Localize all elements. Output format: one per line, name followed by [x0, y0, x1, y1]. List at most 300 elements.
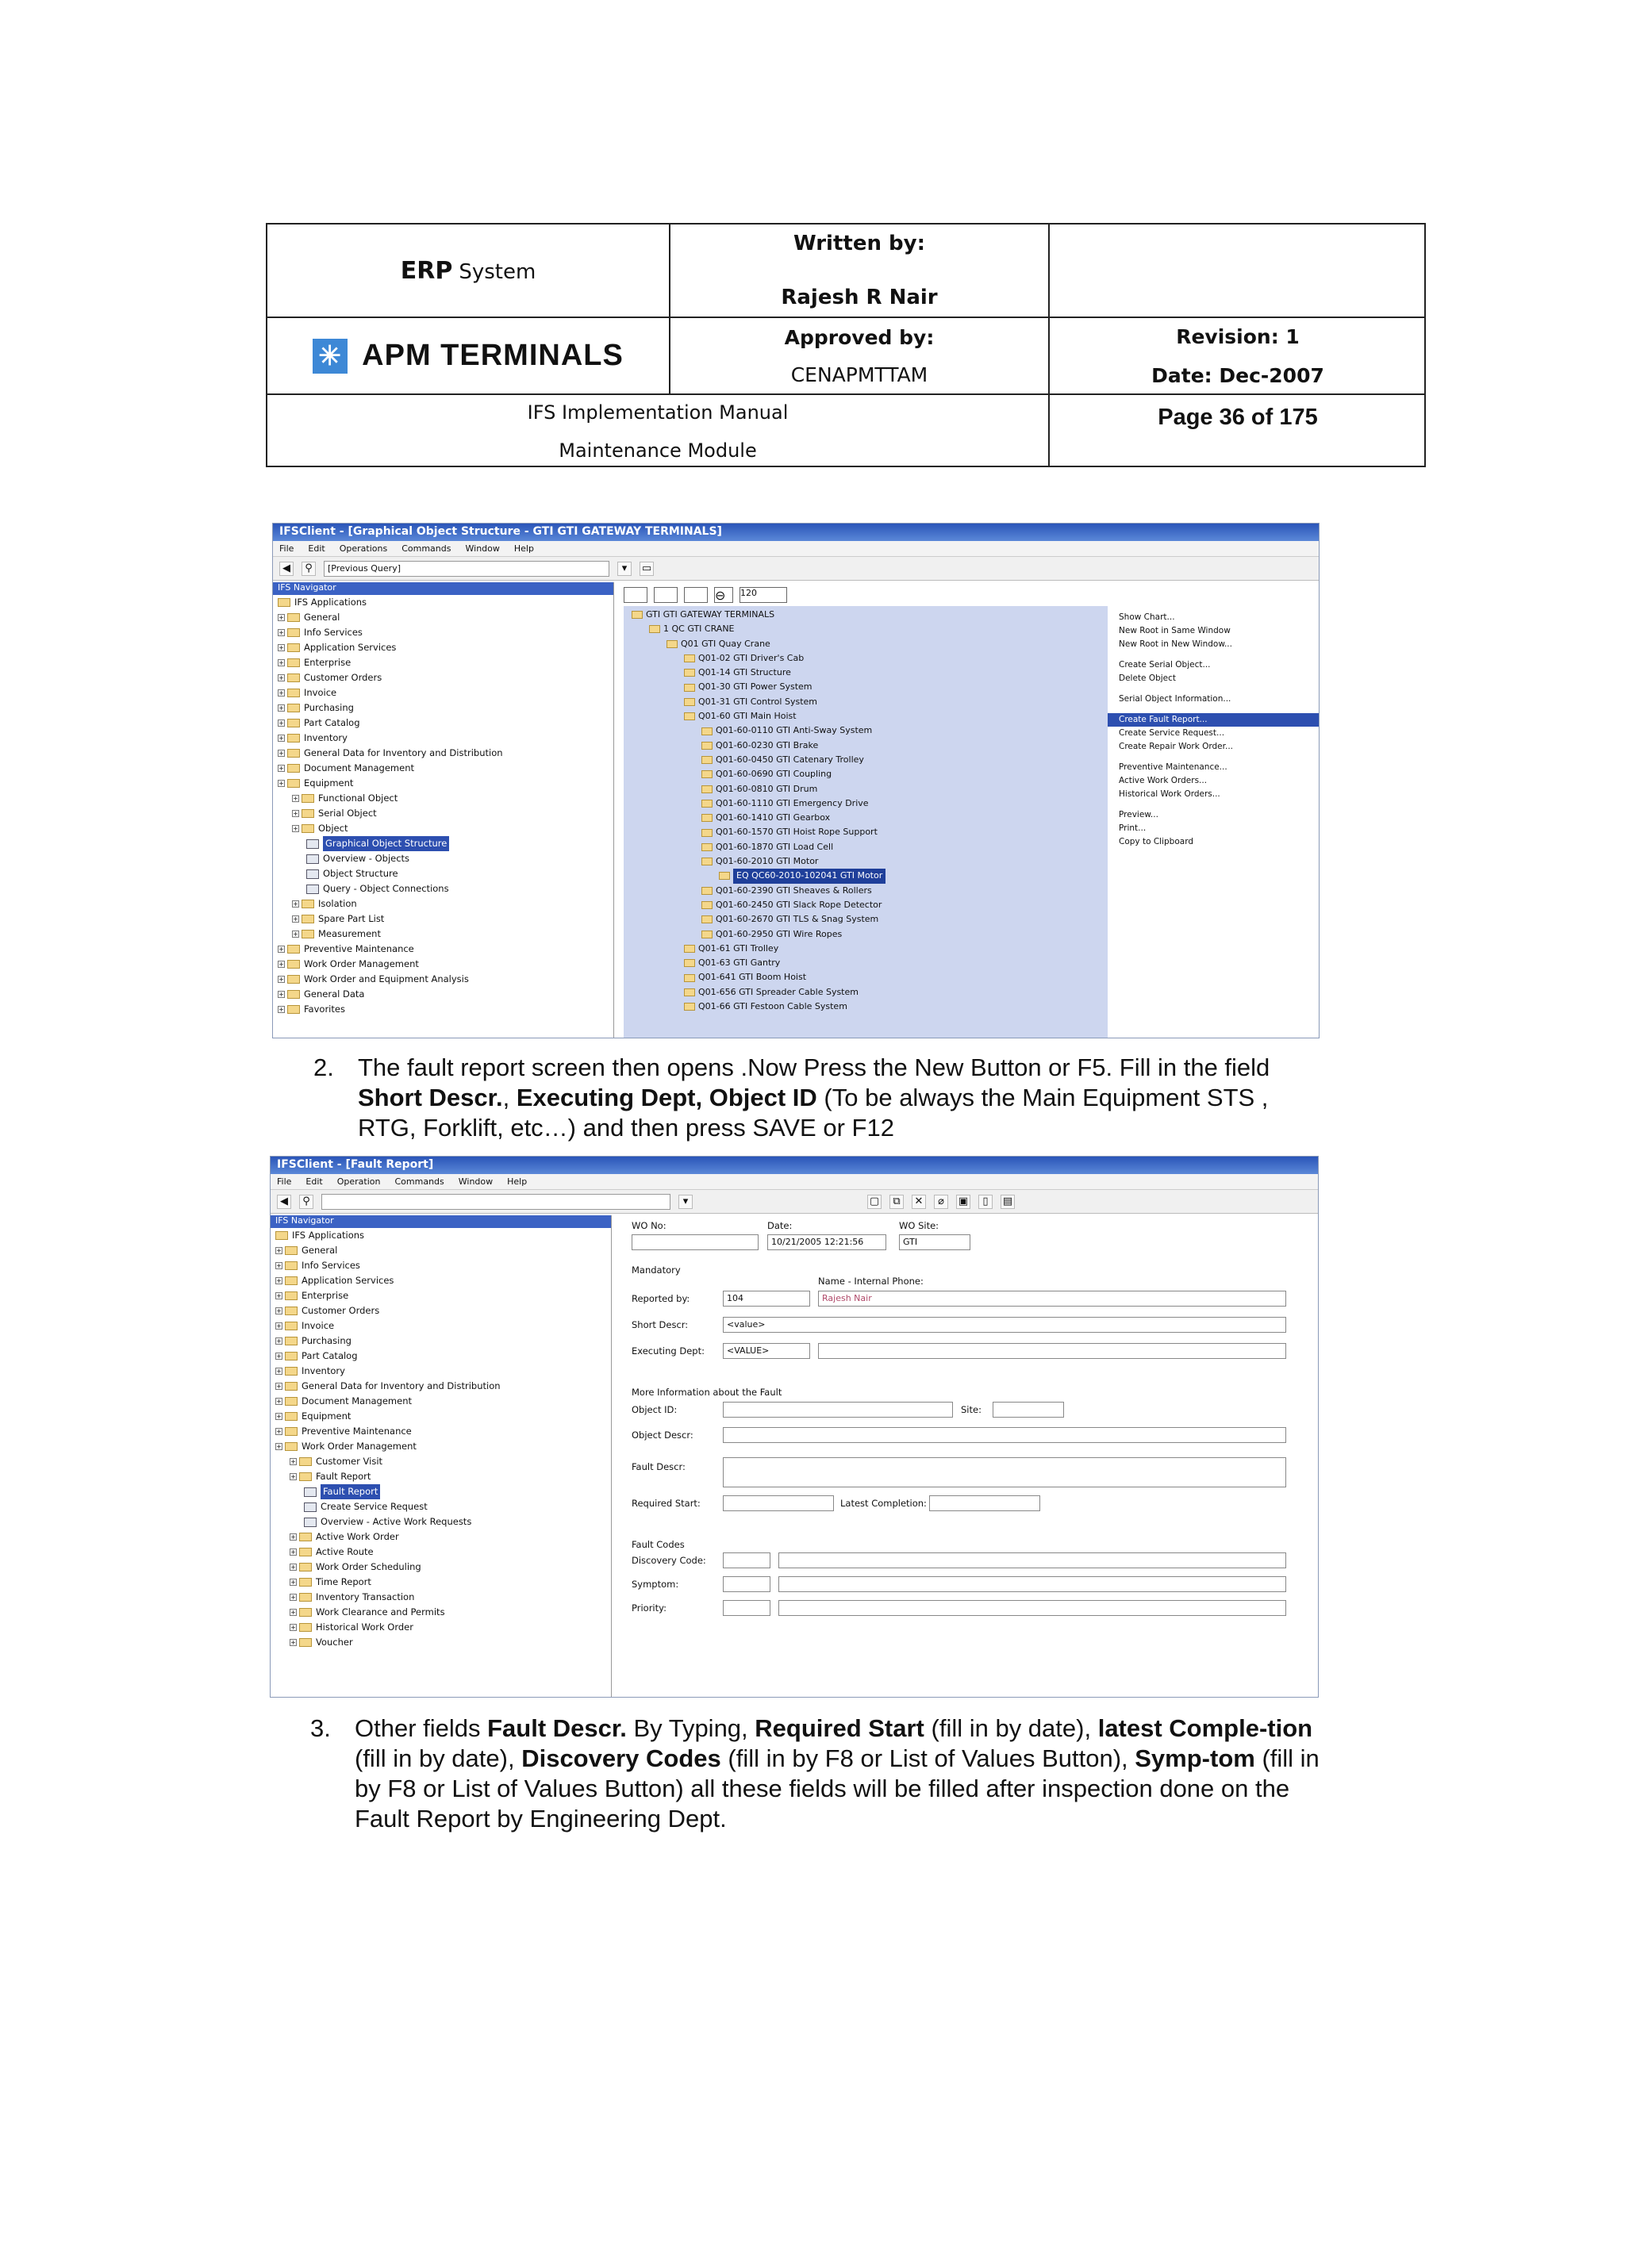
navigator-item[interactable]: [273, 806, 613, 821]
discovery-code-desc-field[interactable]: [778, 1552, 1286, 1568]
menu-item[interactable]: File: [277, 1176, 292, 1187]
expand-toggle-icon[interactable]: +: [276, 1383, 282, 1390]
navigator-item[interactable]: [271, 1529, 611, 1545]
folder-icon: [701, 770, 713, 778]
expand-toggle-icon[interactable]: +: [276, 1277, 282, 1284]
zoom-icon[interactable]: ⊖: [714, 587, 733, 603]
document-icon[interactable]: ▯: [978, 1195, 993, 1209]
menu-item[interactable]: Help: [507, 1176, 528, 1187]
tree-node-label: Q01-641 GTI Boom Hoist: [698, 972, 807, 983]
tree-node[interactable]: [632, 811, 885, 825]
find-icon[interactable]: ⚲: [302, 562, 316, 576]
navigator-item-label: Work Order and Equipment Analysis: [304, 973, 469, 984]
navigator-item-label: Customer Orders: [302, 1305, 380, 1316]
tree-node-label: Q01-60-0810 GTI Drum: [716, 783, 818, 794]
delete-icon[interactable]: ✕: [912, 1195, 926, 1209]
expand-toggle-icon[interactable]: +: [276, 1262, 282, 1269]
folder-icon: [632, 611, 643, 619]
expand-toggle-icon[interactable]: +: [276, 1322, 282, 1330]
context-menu-item[interactable]: Print...: [1119, 823, 1147, 833]
revision-label: Revision: 1: [1176, 324, 1300, 348]
navigator-item[interactable]: [273, 927, 613, 942]
navigator-item[interactable]: [273, 640, 613, 655]
priority-desc-field[interactable]: [778, 1600, 1286, 1616]
navigator-item-label: Active Route: [316, 1546, 374, 1557]
navigator-item-label: Preventive Maintenance: [304, 943, 414, 954]
context-menu-item[interactable]: Active Work Orders...: [1119, 776, 1208, 785]
navigator-item[interactable]: [273, 866, 613, 881]
back-icon[interactable]: ◀: [279, 562, 294, 576]
wo-site-field[interactable]: GTI: [899, 1234, 970, 1250]
navigator-item[interactable]: [271, 1590, 611, 1605]
navigator-item[interactable]: [273, 670, 613, 685]
date-field[interactable]: 10/21/2005 12:21:56: [767, 1234, 886, 1250]
tree-node[interactable]: [632, 927, 885, 942]
context-menu-item[interactable]: Create Repair Work Order...: [1119, 742, 1233, 751]
expand-toggle-icon[interactable]: +: [293, 795, 298, 802]
symptom-desc-field[interactable]: [778, 1576, 1286, 1592]
navigator-item-label: Work Order Management: [302, 1441, 417, 1452]
navigator-item[interactable]: [271, 1499, 611, 1514]
folder-icon: [302, 794, 314, 803]
navigator-item-label: General: [304, 612, 340, 623]
fault-codes-label: Fault Codes: [632, 1539, 685, 1550]
tree-node[interactable]: [632, 854, 885, 869]
expand-toggle-icon[interactable]: +: [279, 614, 284, 621]
expand-toggle-icon[interactable]: +: [276, 1292, 282, 1299]
expand-toggle-icon[interactable]: +: [290, 1579, 296, 1586]
tree-node[interactable]: [632, 695, 885, 709]
folder-icon: [285, 1307, 298, 1315]
folder-icon: [287, 945, 300, 954]
priority-field[interactable]: [723, 1600, 770, 1616]
context-menu-item[interactable]: Preview...: [1119, 810, 1158, 819]
navigator-item[interactable]: [273, 776, 613, 791]
tree-node-label: Q01-63 GTI Gantry: [698, 957, 781, 969]
tree-node[interactable]: [632, 782, 885, 796]
expand-toggle-icon[interactable]: +: [279, 704, 284, 712]
navigator-item-label: General Data for Inventory and Distribution: [302, 1380, 501, 1391]
navigator-item[interactable]: [273, 821, 613, 836]
folder-icon: [701, 843, 713, 851]
expand-toggle-icon[interactable]: +: [293, 825, 298, 832]
fault-descr-field[interactable]: [723, 1457, 1286, 1487]
expand-toggle-icon[interactable]: +: [279, 961, 284, 968]
site-field[interactable]: [993, 1402, 1064, 1418]
navigator-item[interactable]: [273, 655, 613, 670]
zoom-combo[interactable]: 120: [740, 587, 787, 603]
expand-toggle-icon[interactable]: +: [290, 1609, 296, 1616]
menu-item[interactable]: Commands: [394, 1176, 444, 1187]
navigator-item[interactable]: [273, 685, 613, 700]
fault-descr-label: Fault Descr:: [632, 1461, 686, 1472]
discovery-code-field[interactable]: [723, 1552, 770, 1568]
expand-toggle-icon[interactable]: +: [279, 976, 284, 983]
tree-node[interactable]: [632, 840, 885, 854]
manual-title-cell: [267, 395, 1050, 467]
expand-toggle-icon[interactable]: +: [276, 1428, 282, 1435]
expand-toggle-icon[interactable]: +: [276, 1247, 282, 1254]
navigator-item-label: Historical Work Order: [316, 1621, 413, 1633]
expand-toggle-icon[interactable]: +: [276, 1413, 282, 1420]
collapse-icon[interactable]: [654, 587, 678, 603]
navigator-item[interactable]: [273, 942, 613, 957]
navigator-item[interactable]: [271, 1349, 611, 1364]
navigator-item[interactable]: [273, 987, 613, 1002]
expand-toggle-icon[interactable]: +: [279, 720, 284, 727]
fault-report-form: [620, 1215, 1318, 1691]
navigator-item[interactable]: [271, 1318, 611, 1334]
folder-icon: [701, 727, 713, 735]
date-label: Date: Dec-2007: [1151, 363, 1324, 387]
tree-node[interactable]: [632, 608, 885, 622]
navigator-item-label: Inventory: [304, 732, 348, 743]
menu-item[interactable]: Edit: [308, 543, 325, 554]
navigator-item[interactable]: [271, 1379, 611, 1394]
expand-toggle-icon[interactable]: +: [279, 644, 284, 651]
tree-node[interactable]: [632, 942, 885, 956]
clear-icon[interactable]: ⌀: [934, 1195, 948, 1209]
navigator-item[interactable]: [271, 1469, 611, 1484]
navigator-item[interactable]: [271, 1258, 611, 1273]
approved-by-cell: [670, 318, 1050, 395]
navigator-item-label: Overview - Objects: [323, 853, 410, 864]
navigator-item[interactable]: [273, 957, 613, 972]
context-menu-item[interactable]: Create Fault Report...: [1108, 713, 1320, 727]
navigator-item-label: Document Management: [302, 1395, 412, 1406]
expand-toggle-icon[interactable]: +: [279, 765, 284, 772]
navigator-item[interactable]: [271, 1439, 611, 1454]
expand-toggle-icon[interactable]: +: [276, 1337, 282, 1345]
step-3-bold-symptom: Symp-tom: [1135, 1744, 1255, 1772]
tree-node[interactable]: [632, 796, 885, 811]
expand-toggle-icon[interactable]: +: [279, 689, 284, 697]
navigator-item[interactable]: [271, 1334, 611, 1349]
navigator-item[interactable]: [271, 1484, 611, 1499]
folder-icon: [285, 1367, 298, 1376]
expand-toggle-icon[interactable]: +: [279, 991, 284, 998]
navigator-item[interactable]: [271, 1454, 611, 1469]
step-2-paragraph: [313, 1053, 1310, 1143]
navigator-item[interactable]: [273, 746, 613, 761]
navigator-item-label: Part Catalog: [304, 717, 360, 728]
navigator-item[interactable]: [271, 1605, 611, 1620]
folder-icon: [275, 1231, 288, 1240]
tree-node-label: Q01 GTI Quay Crane: [681, 638, 770, 649]
expand-toggle-icon[interactable]: +: [290, 1473, 296, 1480]
expand-toggle-icon[interactable]: +: [276, 1368, 282, 1375]
tree-node[interactable]: [632, 1000, 885, 1014]
expand-toggle-icon[interactable]: +: [290, 1548, 296, 1556]
folder-icon: [684, 712, 695, 720]
expand-toggle-icon[interactable]: +: [279, 659, 284, 666]
expand-toggle-icon[interactable]: +: [290, 1639, 296, 1646]
tree-node[interactable]: [632, 709, 885, 723]
navigator-item[interactable]: [271, 1288, 611, 1303]
navigator-item[interactable]: [271, 1620, 611, 1635]
expand-toggle-icon[interactable]: +: [290, 1458, 296, 1465]
expand-toggle-icon[interactable]: +: [293, 810, 298, 817]
expand-toggle-icon[interactable]: +: [290, 1624, 296, 1631]
navigator-item[interactable]: [273, 791, 613, 806]
navigator-item[interactable]: [273, 731, 613, 746]
step-2-text-a: The fault report screen then opens .Now Press the New Button or F5. Fill in the field: [358, 1053, 1270, 1081]
tree-node[interactable]: [632, 651, 885, 666]
menu-item[interactable]: Operations: [339, 543, 388, 554]
navigator-item[interactable]: [273, 700, 613, 716]
tree-node[interactable]: [632, 622, 885, 636]
tree-node[interactable]: [632, 825, 885, 839]
executing-dept-field[interactable]: <VALUE>: [723, 1343, 810, 1359]
query-combo[interactable]: [Previous Query]: [324, 561, 609, 577]
latest-completion-field[interactable]: [929, 1495, 1040, 1511]
navigator-item[interactable]: [271, 1303, 611, 1318]
reported-by-field[interactable]: 104: [723, 1291, 810, 1307]
executing-dept-label: Executing Dept:: [632, 1345, 705, 1357]
navigator-item-label: Purchasing: [302, 1335, 352, 1346]
navigator-item-label: Create Service Request: [321, 1501, 428, 1512]
expand-toggle-icon[interactable]: +: [290, 1564, 296, 1571]
navigator-item[interactable]: [271, 1635, 611, 1650]
approved-by-name: CENAPMTTAM: [790, 363, 928, 386]
tree-node[interactable]: [632, 666, 885, 680]
folder-icon: [649, 625, 660, 633]
short-descr-field[interactable]: <value>: [723, 1317, 1286, 1333]
navigator-item[interactable]: [273, 972, 613, 987]
fault-report-form-pane: [620, 1215, 1318, 1697]
navigator-item[interactable]: [273, 911, 613, 927]
expand-toggle-icon[interactable]: +: [276, 1443, 282, 1450]
folder-icon: [684, 684, 695, 692]
tree-node-label: Q01-14 GTI Structure: [698, 667, 791, 678]
folder-icon: [299, 1457, 312, 1466]
tree-node[interactable]: [632, 767, 885, 781]
expand-icon[interactable]: [624, 587, 647, 603]
navigator-item[interactable]: [271, 1243, 611, 1258]
tree-node[interactable]: [632, 739, 885, 753]
priority-label: Priority:: [632, 1602, 667, 1614]
context-menu-item[interactable]: Show Chart...: [1119, 612, 1175, 622]
folder-icon: [302, 900, 314, 908]
navigator-item[interactable]: [273, 836, 613, 851]
tree-node[interactable]: [632, 680, 885, 694]
menu-item[interactable]: Window: [458, 1176, 494, 1187]
navigator-item[interactable]: [273, 595, 613, 610]
context-menu-item[interactable]: New Root in New Window...: [1119, 639, 1232, 649]
duplicate-icon[interactable]: ⧉: [889, 1195, 904, 1209]
step-3-bold-required-start: Required Start: [755, 1714, 924, 1742]
expand-toggle-icon[interactable]: +: [293, 900, 298, 908]
context-menu-item[interactable]: Serial Object Information...: [1119, 694, 1231, 704]
navigator-item-label: Customer Orders: [304, 672, 382, 683]
required-start-label: Required Start:: [632, 1498, 701, 1509]
navigator-item-label: Application Services: [304, 642, 397, 653]
written-by-cell: [670, 224, 1050, 318]
object-descr-field[interactable]: [723, 1427, 1286, 1443]
erp-system-cell: [267, 224, 670, 318]
folder-icon: [701, 785, 713, 793]
manual-title: IFS Implementation Manual: [527, 401, 789, 424]
expand-toggle-icon[interactable]: +: [290, 1594, 296, 1601]
expand-toggle-icon[interactable]: +: [279, 1006, 284, 1013]
required-start-field[interactable]: [723, 1495, 834, 1511]
menu-separator: [1108, 754, 1320, 761]
folder-icon: [285, 1412, 298, 1421]
navigator-item[interactable]: [271, 1364, 611, 1379]
folder-icon: [287, 960, 300, 969]
tree-node[interactable]: [632, 985, 885, 1000]
tree-node[interactable]: [632, 912, 885, 927]
navigator-header: IFS Navigator: [271, 1215, 611, 1228]
tree-node[interactable]: [632, 956, 885, 970]
object-id-field[interactable]: [723, 1402, 953, 1418]
context-menu-item[interactable]: Create Service Request...: [1119, 728, 1225, 738]
find-icon[interactable]: ⚲: [299, 1195, 313, 1209]
expand-toggle-icon[interactable]: +: [279, 674, 284, 681]
navigator-item-label: Measurement: [318, 928, 381, 939]
expand-toggle-icon[interactable]: +: [279, 946, 284, 953]
folder-icon: [299, 1623, 312, 1632]
new-icon[interactable]: ▢: [867, 1195, 882, 1209]
save-icon[interactable]: ▣: [956, 1195, 970, 1209]
navigator-item[interactable]: [273, 610, 613, 625]
company-logo: [267, 318, 670, 395]
expand-toggle-icon[interactable]: +: [293, 915, 298, 923]
reporter-name-field[interactable]: Rajesh Nair: [818, 1291, 1286, 1307]
folder-icon: [287, 704, 300, 712]
folder-icon: [285, 1337, 298, 1345]
symptom-field[interactable]: [723, 1576, 770, 1592]
navigator-item[interactable]: [271, 1545, 611, 1560]
context-menu-item[interactable]: New Root in Same Window: [1119, 626, 1231, 635]
back-icon[interactable]: ◀: [277, 1195, 291, 1209]
menu-item[interactable]: Operation: [336, 1176, 381, 1187]
form-icon: [304, 1487, 317, 1497]
wo-no-field[interactable]: [632, 1234, 759, 1250]
context-menu-item[interactable]: Historical Work Orders...: [1119, 789, 1220, 799]
navigator-item[interactable]: [273, 716, 613, 731]
menu-item[interactable]: Window: [465, 543, 500, 554]
tree-node-label: Q01-60-2010 GTI Motor: [716, 856, 819, 867]
folder-icon: [287, 1005, 300, 1014]
tree-node-label: Q01-66 GTI Festoon Cable System: [698, 1001, 847, 1012]
dropdown-arrow-icon[interactable]: ▾: [678, 1195, 693, 1209]
menu-separator: [1108, 801, 1320, 808]
expand-toggle-icon[interactable]: +: [279, 780, 284, 787]
tree-node[interactable]: [632, 970, 885, 984]
context-menu-item[interactable]: Preventive Maintenance...: [1119, 762, 1227, 772]
navigator-item[interactable]: [273, 896, 613, 911]
navigator-item-label: General Data for Inventory and Distribution: [304, 747, 503, 758]
folder-icon: [701, 915, 713, 923]
ifs-navigator: [273, 582, 614, 1038]
expand-toggle-icon[interactable]: +: [279, 735, 284, 742]
symptom-label: Symptom:: [632, 1579, 679, 1590]
menu-item[interactable]: Help: [513, 543, 534, 554]
approved-by-label: Approved by:: [784, 325, 935, 349]
navigator-item[interactable]: [271, 1228, 611, 1243]
context-menu-item[interactable]: Copy to Clipboard: [1119, 837, 1194, 846]
tree-node[interactable]: [632, 884, 885, 898]
navigator-item[interactable]: [271, 1575, 611, 1590]
expand-toggle-icon[interactable]: +: [276, 1353, 282, 1360]
fit-icon[interactable]: [684, 587, 708, 603]
navigator-item[interactable]: [271, 1424, 611, 1439]
expand-toggle-icon[interactable]: +: [290, 1533, 296, 1541]
folder-icon: [302, 915, 314, 923]
navigator-item[interactable]: [271, 1273, 611, 1288]
step-3-text-1: Other fields: [355, 1714, 488, 1742]
tree-node-label: Q01-60-0690 GTI Coupling: [716, 769, 832, 780]
folder-icon: [299, 1533, 312, 1541]
object-structure-tree: [632, 608, 885, 1014]
menu-item[interactable]: Commands: [401, 543, 451, 554]
module-title: Maintenance Module: [559, 439, 757, 462]
folder-icon: [285, 1246, 298, 1255]
navigator-item[interactable]: [273, 625, 613, 640]
navigator-item[interactable]: [271, 1560, 611, 1575]
tree-node[interactable]: [632, 637, 885, 651]
graphical-structure-pane: [616, 582, 1319, 1038]
print-icon[interactable]: ▤: [1001, 1195, 1015, 1209]
window-title: IFSClient - [Fault Report]: [271, 1157, 1318, 1174]
navigator-item[interactable]: [271, 1514, 611, 1529]
folder-icon: [287, 719, 300, 727]
open-icon[interactable]: ▭: [640, 562, 654, 576]
form-icon: [306, 839, 319, 849]
expand-toggle-icon[interactable]: +: [279, 629, 284, 636]
query-combo[interactable]: [321, 1194, 670, 1210]
executing-dept-desc-field[interactable]: [818, 1343, 1286, 1359]
navigator-item[interactable]: [273, 851, 613, 866]
blank-cell: [1050, 224, 1426, 318]
menu-item[interactable]: Edit: [305, 1176, 323, 1187]
folder-icon: [299, 1578, 312, 1587]
navigator-item-label: Equipment: [302, 1410, 352, 1422]
expand-toggle-icon[interactable]: +: [293, 931, 298, 938]
tree-node[interactable]: [632, 723, 885, 738]
expand-toggle-icon[interactable]: +: [276, 1398, 282, 1405]
tree-node-label: Q01-60-2450 GTI Slack Rope Detector: [716, 899, 882, 910]
step-3-number: 3.: [310, 1714, 331, 1742]
navigator-item-label: Inventory: [302, 1365, 345, 1376]
expand-toggle-icon[interactable]: +: [276, 1307, 282, 1314]
navigator-item[interactable]: [271, 1394, 611, 1409]
navigator-item[interactable]: [271, 1409, 611, 1424]
menu-separator: [1108, 706, 1320, 713]
structure-toolbar: [624, 587, 787, 603]
folder-icon: [285, 1276, 298, 1285]
navigator-item-label: Query - Object Connections: [323, 883, 449, 894]
navigator-item[interactable]: [273, 761, 613, 776]
fault-report-window: [270, 1156, 1319, 1698]
tree-node[interactable]: [632, 753, 885, 767]
navigator-item-label: Object: [318, 823, 348, 834]
expand-toggle-icon[interactable]: +: [279, 750, 284, 757]
dropdown-arrow-icon[interactable]: ▾: [617, 562, 632, 576]
context-menu-item[interactable]: Delete Object: [1119, 673, 1177, 683]
menu-item[interactable]: File: [279, 543, 294, 554]
navigator-header: IFS Navigator: [273, 582, 613, 595]
tree-node[interactable]: [632, 869, 885, 883]
tree-node[interactable]: [632, 898, 885, 912]
folder-icon: [684, 654, 695, 662]
navigator-item[interactable]: [273, 881, 613, 896]
folder-icon: [285, 1322, 298, 1330]
context-menu-item[interactable]: Create Serial Object...: [1119, 660, 1211, 670]
navigator-item[interactable]: [273, 1002, 613, 1017]
folder-icon: [285, 1397, 298, 1406]
